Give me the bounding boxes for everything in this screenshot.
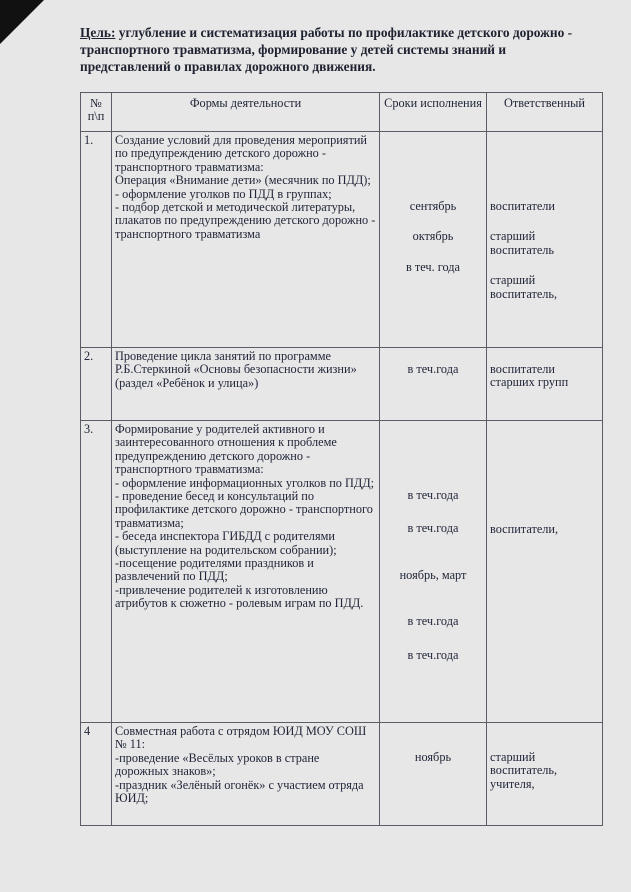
row-activity [112,723,380,826]
term: в теч.года [407,521,459,536]
row-terms [380,723,487,826]
row-number: 2. [81,348,112,421]
row-terms [380,421,487,723]
table-row [81,348,603,421]
term: в теч.года [407,614,459,629]
activity-line: Создание условий для проведения мероприятий по предупреждению детского дорожно - транспортного травматизма: [115,133,368,174]
header-responsible: Ответственный [487,93,603,132]
term: сентябрь [409,199,457,213]
row-terms [380,132,487,348]
term: в теч.года [407,488,459,502]
activities-table [80,92,603,826]
responsible: воспитатели старших групп [490,362,569,390]
table-header-row [81,93,603,132]
row-number: 4 [81,723,112,826]
goal-paragraph [80,24,600,75]
activity-line: Операция «Внимание дети» (месячник по ПДД); [115,173,371,188]
row-responsible [487,723,603,826]
activity-line: -привлечение родителей к изготовлению атрибутов к сюжетно - ролевым играм по ПДД. [115,582,364,611]
row-number: 1. [81,132,112,348]
header-number: № п\п [81,93,112,132]
header-activity: Формы деятельности [112,93,380,132]
table-row [81,421,603,723]
scan-corner [0,0,44,44]
responsible: старший воспитатель [490,229,555,257]
responsible: старший воспитатель, учителя, [490,750,558,791]
responsible: старший воспитатель, [490,273,558,301]
goal-text: углубление и систематизация работы по профилактике детского дорожно - транспортного травматизма, формирование у детей системы знаний и представлений о правилах дорожного движения. [80,25,573,74]
activity-line: - беседа инспектора ГИБДД с родителями (выступление на родительском собрании); [115,529,337,557]
row-activity [112,132,380,348]
table-row [81,723,603,826]
term: ноябрь, март [399,567,467,582]
activity-line: -проведение «Весёлых уроков в стране дорожных знаков»; [115,750,320,779]
row-terms [380,348,487,421]
activity-line: - оформление информационных уголков по ПДД; [115,475,375,490]
goal-label: Цель: [80,25,116,40]
responsible: воспитатели, [490,522,559,536]
activity-line: -праздник «Зелёный огонёк» с участием отряда ЮИД; [115,777,364,806]
activity-line: Формирование у родителей активного и заинтересованного отношения к проблеме предупреждению детского дорожно - транспортного травматизма: [115,422,337,477]
term: октябрь [412,229,454,244]
activity-line: - оформление уголков по ПДД в группах; [115,186,332,201]
term: ноябрь [414,750,452,764]
table-row [81,132,603,348]
row-activity [112,348,380,421]
row-responsible [487,421,603,723]
responsible: воспитатели [490,199,556,213]
term: в теч.года [407,362,459,376]
row-responsible [487,348,603,421]
row-responsible [487,132,603,348]
header-terms: Сроки исполнения [380,93,487,132]
activity-line: - проведение бесед и консультаций по профилактике детского дорожно - транспортного травматизма; [115,489,373,530]
term: в теч.года [407,647,459,662]
row-activity [112,421,380,723]
term: в теч. года [406,259,460,274]
row-number: 3. [81,421,112,723]
activity-line: -посещение родителями праздников и развлечений по ПДД; [115,556,314,584]
activity-line: - подбор детской и методической литературы, плакатов по предупреждению детского дорожно - транспортного травматизма [115,200,376,241]
activity-line: Совместная работа с отрядом ЮИД МОУ СОШ № 11: [115,724,367,752]
activity-line: Проведение цикла занятий по программе Р.Б.Стеркиной «Основы безопасности жизни» (раздел «Ребёнок и улица») [115,349,357,390]
